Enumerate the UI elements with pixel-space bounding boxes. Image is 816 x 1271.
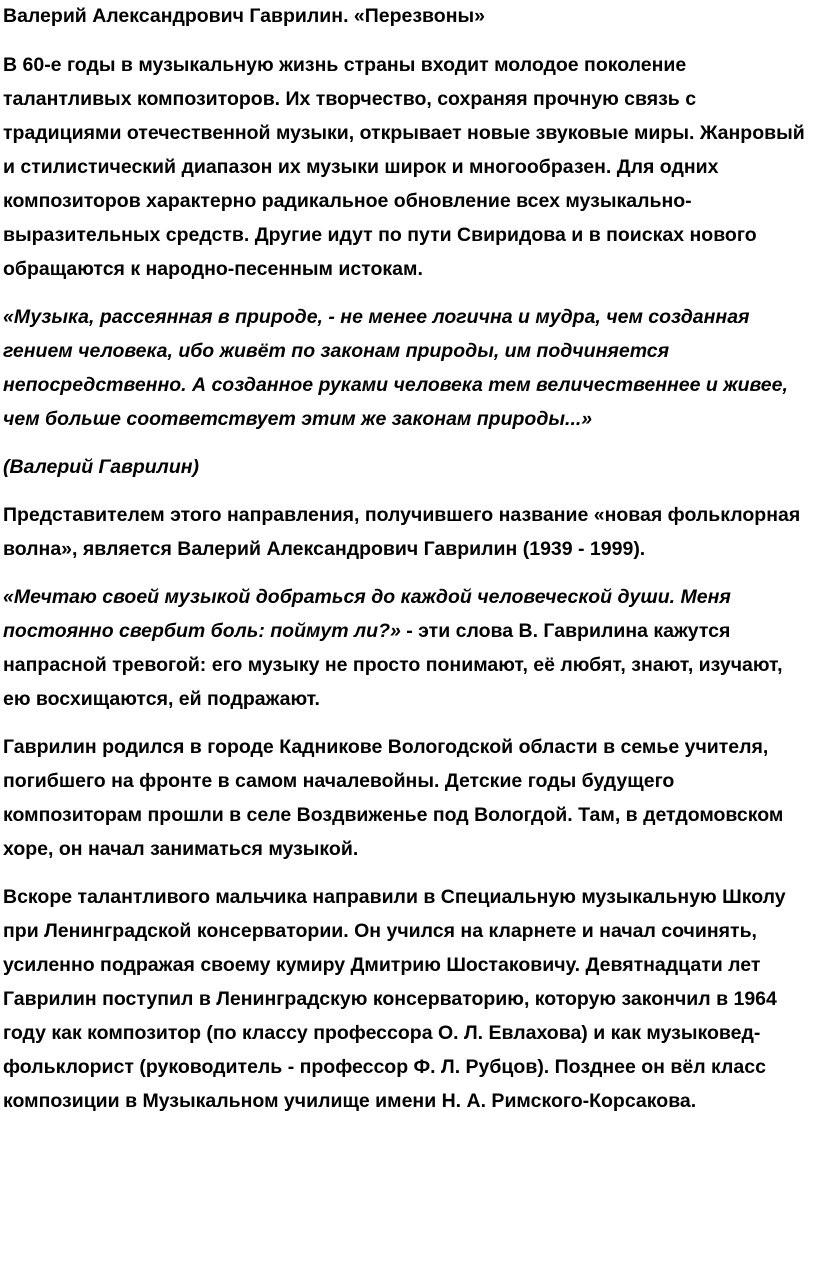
- paragraph-dream-quote: [3, 580, 812, 716]
- paragraph-new-folk-wave: Представителем этого направления, получившего название «новая фольклорная волна», является Валерий Александрович Гаврилин (1939 - 1999).: [3, 504, 801, 560]
- paragraph-childhood: Гаврилин родился в городе Кадникове Вологодской области в семье учителя, погибшего на фронте в самом началевойны. Детские годы будущего композиторам прошли в селе Воздвиженье под Вологдой. Там, в детдомовском хоре, он начал заниматься музыкой.: [3, 736, 784, 860]
- quote-author: (Валерий Гаврилин): [3, 456, 199, 478]
- paragraph-education: Вскоре талантливого мальчика направили в Специальную музыкальную Школу при Ленинградской консерватории. Он учился на кларнете и начал сочинять, усиленно подражая своему кумиру Дмитрию Шостаковичу. Девятнадцати лет Гаврилин поступил в Ленинградскую консерваторию, которую закончил в 1964 году как композитор (по классу профессора О. Л. Евлахова) и как музыковед-фольклорист (руководитель - профессор Ф. Л. Рубцов). Позднее он вёл класс композиции в Музыкальном училище имени Н. А. Римского-Корсакова.: [3, 886, 786, 1112]
- document-title: Валерий Александрович Гаврилин. «Перезвоны»: [3, 5, 485, 27]
- inline-quote-continuation: - эти слова В. Гаврилина кажутся напрасной тревогой: его музыку не просто понимают, её любят, знают, изучают, ею восхищаются, ей подражают.: [3, 620, 783, 710]
- paragraph-intro: В 60-е годы в музыкальную жизнь страны входит молодое поколение талантливых композиторов. Их творчество, сохраняя прочную связь с традициями отечественной музыки, открывает новые звуковые миры. Жанровый и стилистический диапазон их музыки широк и многообразен. Для одних композиторов характерно радикальное обновление всех музыкально-выразительных средств. Другие идут по пути Свиридова и в поисках нового обращаются к народно-песенным истокам.: [3, 54, 805, 280]
- inline-quote: «Мечтаю своей музыкой добраться до каждой человеческой души. Меня постоянно свербит боль: поймут ли?»: [3, 586, 731, 642]
- quote-paragraph: «Музыка, рассеянная в природе, - не менее логична и мудра, чем созданная гением человека, ибо живёт по законам природы, им подчиняется непосредственно. А созданное руками человека тем величественнее и живее, чем больше соответствует этим же законам природы...»: [3, 306, 788, 430]
